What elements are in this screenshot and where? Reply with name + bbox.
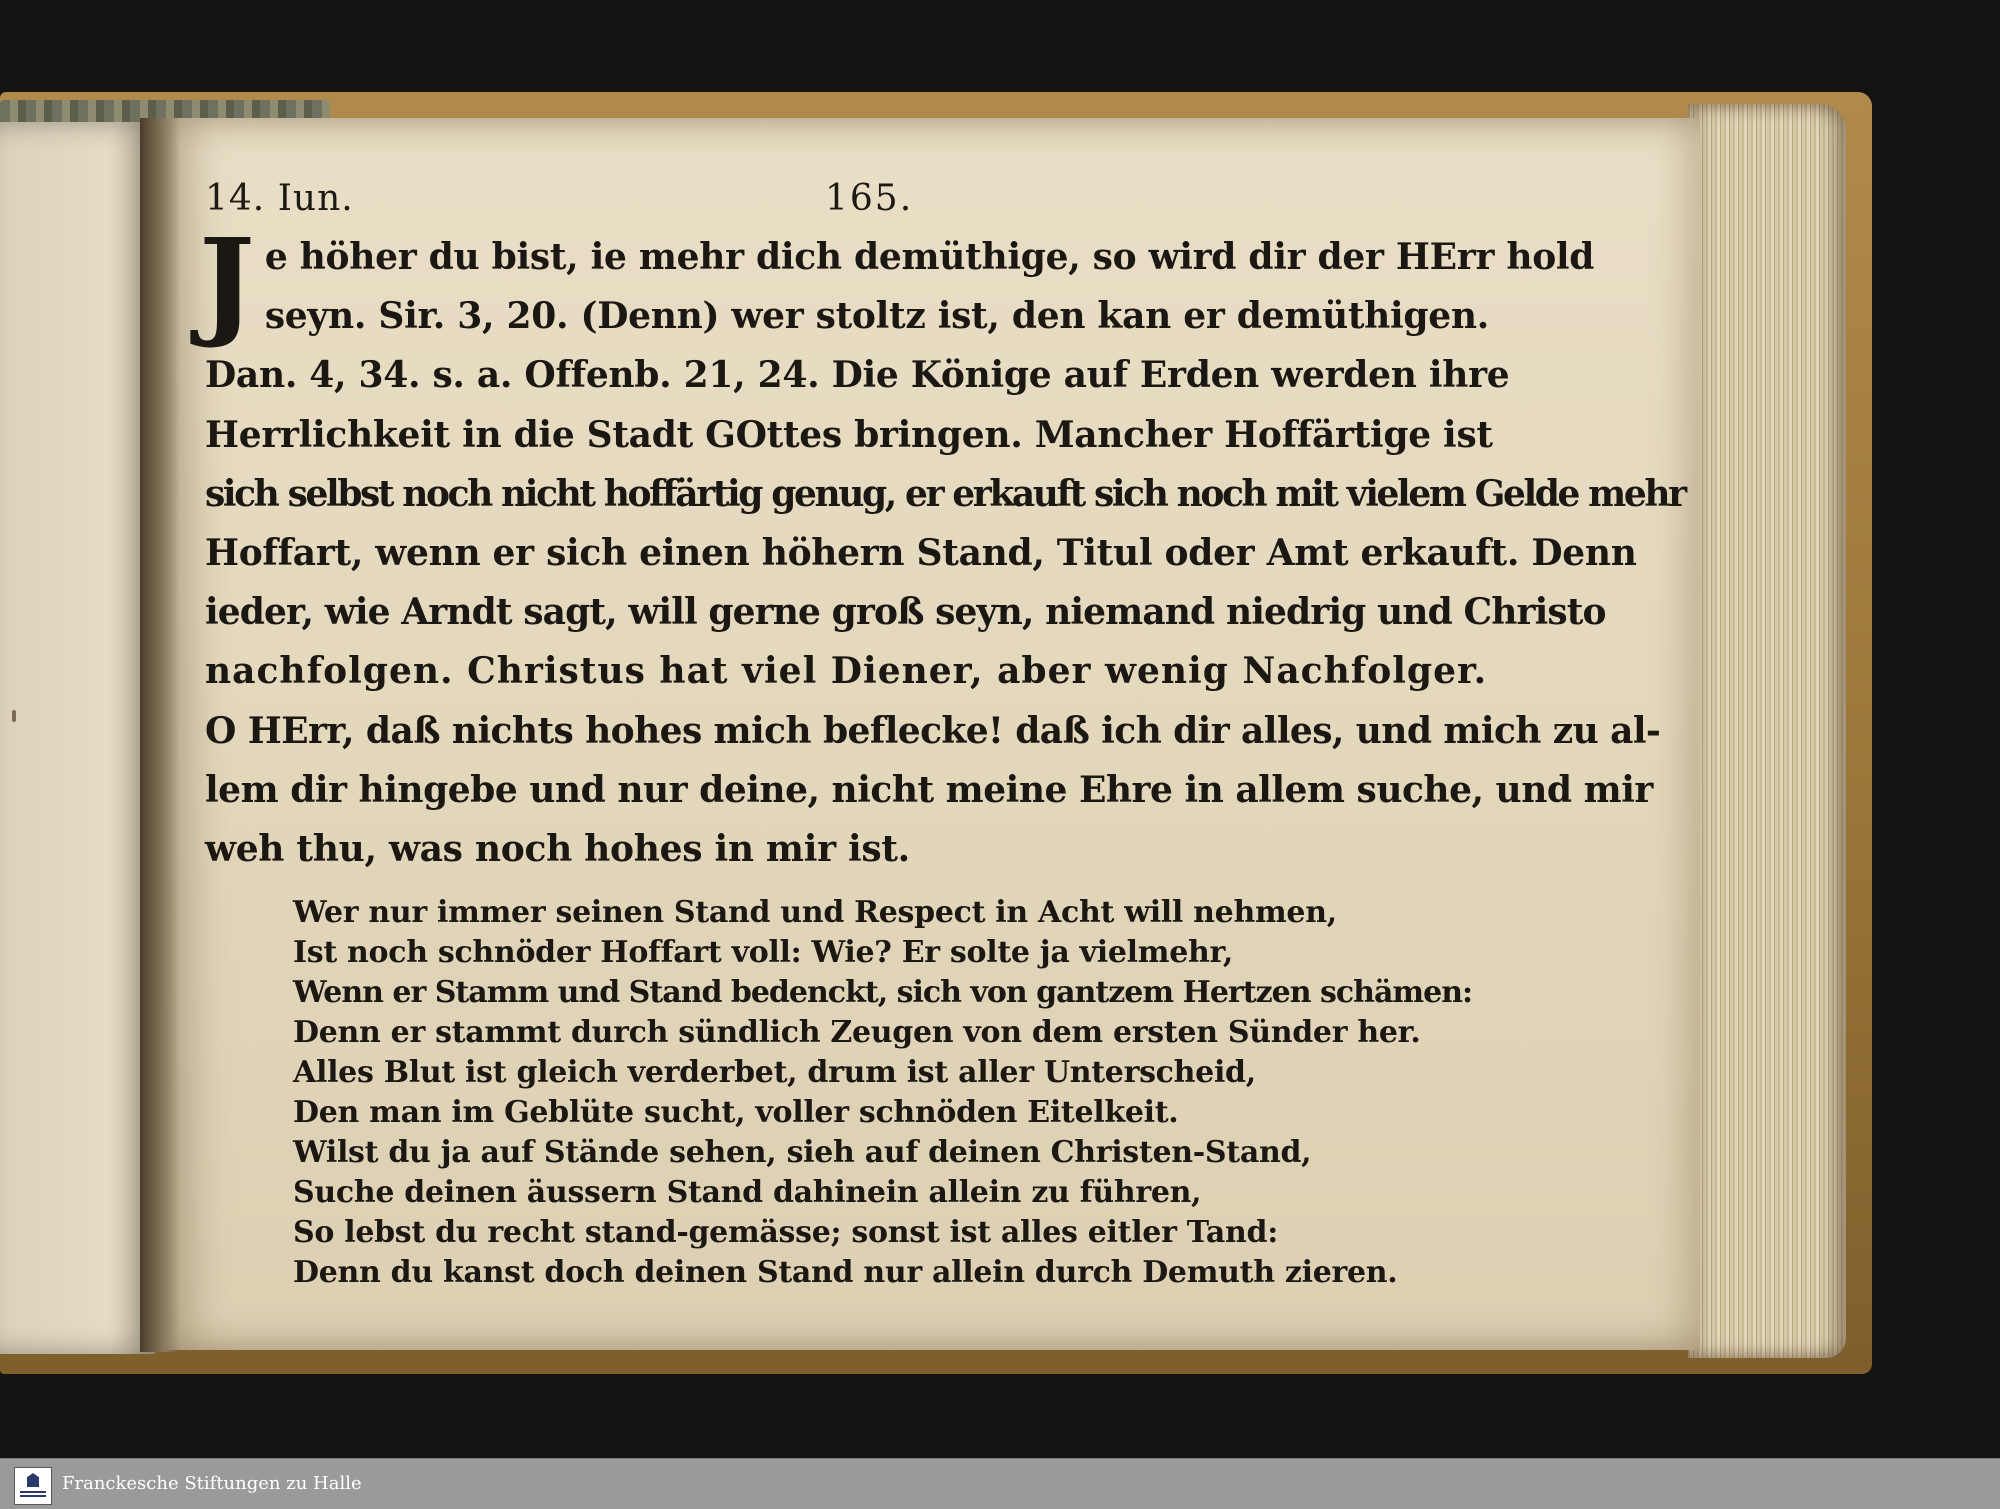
logo-mark — [27, 1473, 39, 1487]
prose-line: weh thu, was noch hohes in mir ist. — [205, 828, 910, 871]
prose-line: sich selbst noch nicht hoffärtig genug, er erkauft sich noch mit vielem Gelde mehr — [205, 472, 1685, 515]
verse-line: Wer nur immer seinen Stand und Respect in Acht will nehmen, — [293, 895, 1337, 931]
verse-line: Denn er stammt durch sündlich Zeugen von dem ersten Sünder her. — [293, 1015, 1421, 1051]
francke-foundation-logo-icon[interactable] — [14, 1467, 52, 1505]
verse-line: Suche deinen äussern Stand dahinein allein zu führen, — [293, 1175, 1202, 1211]
verse-block — [205, 893, 1575, 1293]
prose-line: O HErr, daß nichts hohes mich beflecke! daß ich dir alles, und mich zu al- — [205, 709, 1661, 752]
verse-line: Denn du kanst doch deinen Stand nur allein durch Demuth zieren. — [293, 1255, 1398, 1291]
running-header — [205, 178, 1575, 222]
prose-line: e höher du bist, ie mehr dich demüthige, so wird dir der HErr hold — [264, 236, 1595, 278]
prose-line: Herrlichkeit in die Stadt GOttes bringen. Mancher Hoffärtige ist — [205, 413, 1493, 456]
prose-line: lem dir hingebe und nur deine, nicht meine Ehre in allem suche, und mir — [205, 768, 1653, 811]
verse-line: Wenn er Stamm und Stand bedenckt, sich von gantzem Hertzen schämen: — [293, 975, 1473, 1011]
verse-line: Wilst du ja auf Stände sehen, sieh auf deinen Christen-Stand, — [293, 1135, 1312, 1171]
prose-line: seyn. Sir. 3, 20. (Denn) wer stoltz ist, den kan er demüthigen. — [264, 295, 1490, 338]
drop-cap: J — [199, 212, 255, 351]
page-edges — [1688, 104, 1846, 1358]
logo-lines — [20, 1491, 46, 1499]
verse-line: Den man im Geblüte sucht, voller schnöden Eitelkeit. — [293, 1095, 1179, 1131]
book-gutter — [140, 118, 180, 1352]
page-number: 165. — [825, 178, 914, 219]
prose-line: Hoffart, wenn er sich einen höhern Stand, Titul oder Amt erkauft. Denn — [205, 532, 1637, 575]
verse-line: Alles Blut ist gleich verderbet, drum ist aller Unterscheid, — [293, 1055, 1256, 1091]
viewer-footer — [0, 1458, 2000, 1509]
page-mark — [12, 710, 16, 722]
page-date: 14. Iun. — [205, 178, 354, 219]
prose-line: ieder, wie Arndt sagt, will gerne groß seyn, niemand niedrig und Christo — [205, 591, 1606, 634]
prose-paragraph — [199, 212, 1685, 879]
prose-line: nachfolgen. Christus hat viel Diener, aber wenig Nachfolger. — [205, 650, 1488, 693]
verse-line: Ist noch schnöder Hoffart voll: Wie? Er solte ja vielmehr, — [293, 935, 1233, 971]
institution-link[interactable]: Franckesche Stiftungen zu Halle — [62, 1473, 362, 1494]
page-text — [199, 178, 1685, 1293]
prose-line: Dan. 4, 34. s. a. Offenb. 21, 24. Die Könige auf Erden werden ihre — [205, 354, 1510, 397]
verse-line: So lebst du recht stand-gemässe; sonst ist alles eitler Tand: — [293, 1215, 1279, 1251]
left-page — [0, 122, 155, 1354]
